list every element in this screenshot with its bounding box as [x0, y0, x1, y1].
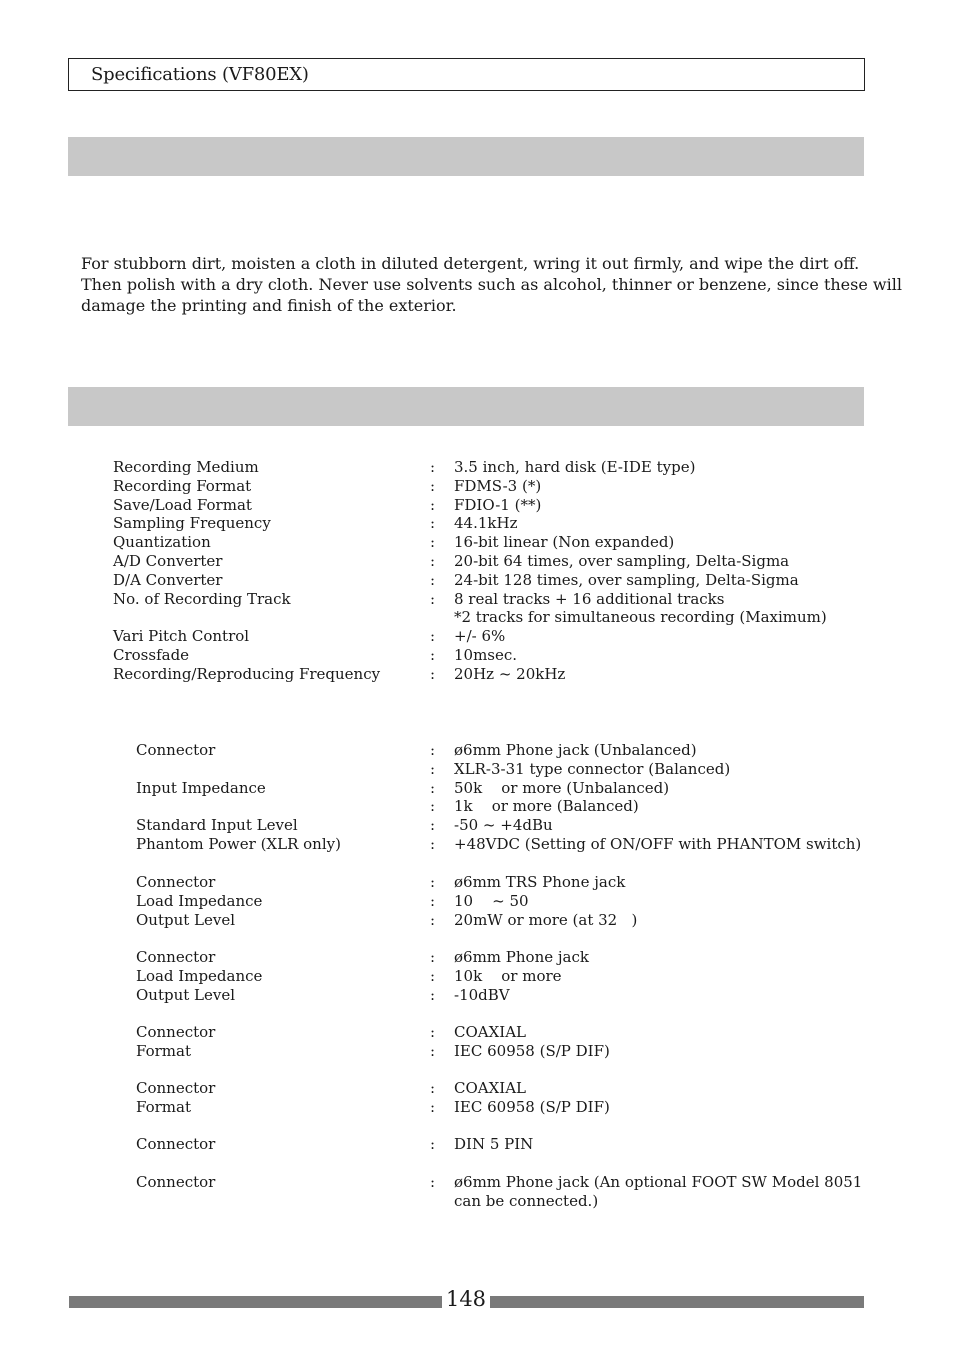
page-number: 148 — [445, 1287, 487, 1311]
spec-separator: : — [430, 646, 436, 664]
spec-value: 20-bit 64 times, over sampling, Delta-Sigma — [454, 552, 790, 570]
paragraph-line: For stubborn dirt, moisten a cloth in diluted detergent, wring it out firmly, and wipe the dirt off. — [81, 254, 860, 273]
spec-label: Connector — [136, 741, 216, 759]
spec-separator: : — [430, 570, 436, 589]
spec-value: *2 tracks for simultaneous recording (Maximum) — [454, 608, 827, 627]
spec-label: Connector — [136, 1135, 216, 1153]
spec-separator: : — [430, 589, 436, 608]
spec-value: 8 real tracks + 16 additional tracks — [454, 589, 725, 608]
spec-value: IEC 60958 (S/P DIF) — [454, 1097, 610, 1116]
spec-separator: : — [430, 1041, 436, 1060]
spec-value: COAXIAL — [454, 1023, 527, 1041]
spec-label: Quantization — [113, 533, 211, 552]
spec-value: 1k or more (Balanced) — [454, 797, 639, 816]
spec-label: Crossfade — [113, 646, 190, 664]
spec-value: ø6mm TRS Phone jack — [454, 873, 626, 891]
spec-value: +48VDC (Setting of ON/OFF with PHANTOM switch) — [454, 835, 862, 853]
spec-label: Connector — [136, 1023, 216, 1041]
spec-separator: : — [430, 891, 436, 910]
page-header — [68, 58, 865, 91]
spec-label: Load Impedance — [136, 891, 263, 910]
spec-value: DIN 5 PIN — [454, 1135, 534, 1153]
spec-separator: : — [430, 476, 436, 495]
spec-value: -10dBV — [454, 985, 510, 1004]
spec-value: COAXIAL — [454, 1079, 527, 1097]
footer-bar-right — [490, 1296, 864, 1308]
section-band-maintenance — [68, 137, 864, 176]
spec-separator: : — [430, 985, 436, 1004]
spec-label: Connector — [136, 873, 216, 891]
spec-label: Recording/Reproducing Frequency — [113, 664, 381, 683]
footer-bar-left — [69, 1296, 442, 1308]
spec-value: 44.1kHz — [454, 514, 518, 533]
spec-label: Input Impedance — [136, 778, 266, 797]
spec-value: FDMS-3 (*) — [454, 476, 542, 495]
paragraph-line: Then polish with a dry cloth. Never use solvents such as alcohol, thinner or benzene, since these will — [81, 275, 902, 294]
spec-value: ø6mm Phone jack — [454, 948, 589, 966]
spec-value: ø6mm Phone jack (An optional FOOT SW Model 8051 — [454, 1173, 863, 1191]
paragraph-line: damage the printing and finish of the exterior. — [81, 296, 457, 315]
spec-label: Vari Pitch Control — [113, 627, 250, 646]
spec-value: can be connected.) — [454, 1191, 599, 1210]
spec-value: 24-bit 128 times, over sampling, Delta-Sigma — [454, 570, 799, 589]
header-title: Specifications (VF80EX) — [91, 64, 309, 85]
spec-label: Connector — [136, 1079, 216, 1097]
spec-separator: : — [430, 533, 436, 552]
spec-label: Connector — [136, 948, 216, 966]
spec-label: Output Level — [136, 985, 236, 1004]
spec-label: D/A Converter — [113, 570, 223, 589]
spec-label: Save/Load Format — [113, 495, 252, 514]
maintenance-paragraph — [81, 253, 902, 316]
spec-value: 20Hz ~ 20kHz — [454, 664, 566, 683]
spec-label: A/D Converter — [113, 552, 223, 570]
spec-label: Phantom Power (XLR only) — [136, 835, 341, 853]
spec-label: Sampling Frequency — [113, 514, 271, 533]
spec-separator: : — [430, 1023, 436, 1041]
spec-value: 10msec. — [454, 646, 518, 664]
spec-separator: : — [430, 552, 436, 570]
spec-value: 20mW or more (at 32 ) — [454, 910, 638, 929]
spec-label: Output Level — [136, 910, 236, 929]
spec-separator: : — [430, 797, 436, 816]
spec-value: IEC 60958 (S/P DIF) — [454, 1041, 610, 1060]
spec-separator: : — [430, 1097, 436, 1116]
spec-label: Recording Format — [113, 476, 252, 495]
spec-separator: : — [430, 627, 436, 646]
spec-value: 16-bit linear (Non expanded) — [454, 533, 675, 552]
spec-value: 3.5 inch, hard disk (E-IDE type) — [454, 458, 696, 476]
spec-separator: : — [430, 835, 436, 853]
spec-separator: : — [430, 458, 436, 476]
spec-label: Format — [136, 1041, 191, 1060]
spec-separator: : — [430, 778, 436, 797]
section-band-specifications — [68, 387, 864, 426]
spec-label: No. of Recording Track — [113, 589, 291, 608]
spec-value: 10 ~ 50 — [454, 891, 529, 910]
spec-separator: : — [430, 514, 436, 533]
spec-label: Format — [136, 1097, 191, 1116]
spec-separator: : — [430, 966, 436, 985]
spec-separator: : — [430, 1079, 436, 1097]
spec-separator: : — [430, 495, 436, 514]
spec-separator: : — [430, 1135, 436, 1153]
spec-label: Load Impedance — [136, 966, 263, 985]
spec-value: XLR-3-31 type connector (Balanced) — [454, 759, 731, 778]
spec-value: FDIO-1 (**) — [454, 495, 542, 514]
spec-value: -50 ~ +4dBu — [454, 816, 553, 835]
spec-separator: : — [430, 759, 436, 778]
spec-value: +/- 6% — [454, 627, 506, 646]
spec-value: ø6mm Phone jack (Unbalanced) — [454, 741, 697, 759]
spec-separator: : — [430, 741, 436, 759]
spec-separator: : — [430, 873, 436, 891]
spec-separator: : — [430, 816, 436, 835]
spec-separator: : — [430, 910, 436, 929]
spec-value: 50k or more (Unbalanced) — [454, 778, 670, 797]
spec-separator: : — [430, 948, 436, 966]
spec-label: Connector — [136, 1173, 216, 1191]
spec-value: 10k or more — [454, 966, 562, 985]
spec-separator: : — [430, 1173, 436, 1191]
spec-label: Standard Input Level — [136, 816, 298, 835]
spec-separator: : — [430, 664, 436, 683]
spec-label: Recording Medium — [113, 458, 259, 476]
